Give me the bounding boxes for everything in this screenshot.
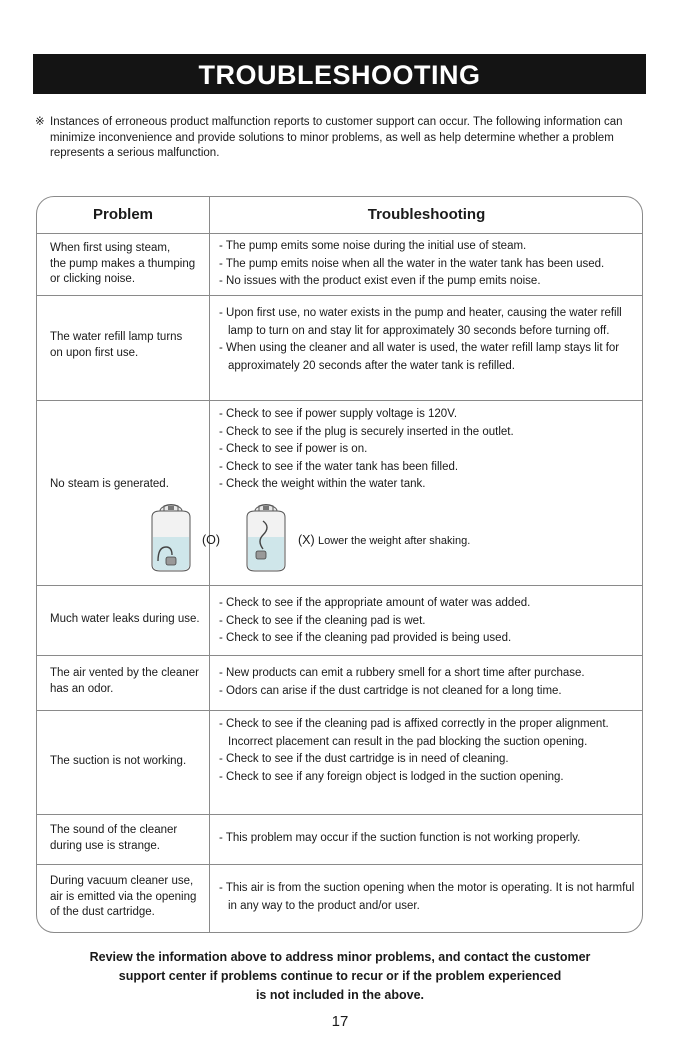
header-troubleshooting: Troubleshooting (367, 206, 486, 223)
footer-note: Review the information above to address minor problems, and contact the customer support center if problems continue to recur or if the problem experienced is not included in the above. (89, 950, 591, 1002)
table-row (37, 585, 642, 656)
solution-item: - Check the weight within the water tank. (219, 478, 426, 490)
solution-item: - The pump emits noise when all the water in the water tank has been used. (219, 257, 605, 270)
solution-cell (219, 305, 635, 375)
solution-cell (219, 830, 635, 848)
solution-item: - Upon first use, no water exists in the pump and heater, causing the water refill lamp to turn on and stay lit for approximately 30 seconds before turning off. (219, 307, 622, 337)
problem-cell: The water refill lamp turns on upon first use. (50, 331, 183, 359)
header-problem: Problem (92, 206, 153, 223)
solution-cell (219, 406, 635, 494)
intro-note (35, 115, 647, 162)
solution-item: - Check to see if the dust cartridge is in need of cleaning. (219, 753, 509, 765)
solution-cell (219, 665, 635, 700)
solution-item: - Check to see if the appropriate amount of water was added. (219, 597, 531, 609)
solution-item: - Check to see if the plug is securely inserted in the outlet. (219, 425, 514, 438)
problem-cell: No steam is generated. (50, 478, 169, 490)
table-header (37, 197, 642, 233)
solution-item: - Check to see if the cleaning pad is wet. (219, 614, 426, 627)
solution-item: - The pump emits some noise during the initial use of steam. (219, 240, 527, 252)
solution-item: - No issues with the product exist even if the pump emits noise. (219, 275, 541, 287)
figure-caption: Lower the weight after shaking. (318, 535, 471, 547)
solution-item: - Check to see if power is on. (219, 443, 368, 455)
table-row (37, 655, 642, 711)
problem-cell: The air vented by the cleaner has an odor. (50, 667, 199, 695)
water-tank-figure (146, 503, 471, 573)
solution-item: - Check to see if power supply voltage is 120V. (219, 408, 458, 420)
problem-cell: During vacuum cleaner use, air is emitted via the opening of the dust cartridge. (50, 875, 197, 918)
problem-cell: The suction is not working. (50, 755, 187, 767)
table-row (37, 400, 642, 586)
solution-item: - This air is from the suction opening when the motor is operating. It is not harmful in any way to the product and/or user. (219, 882, 635, 912)
intro-text: Instances of erroneous product malfunction reports to customer support can occur. The following information can minimize inconvenience and provide solutions to minor problems, as well as help determine whether a problem represents a serious malfunction. (50, 116, 623, 159)
solution-cell (219, 238, 635, 291)
table-row (37, 814, 642, 865)
figure-label-incorrect: (X) (298, 533, 315, 547)
solution-cell (219, 595, 635, 648)
page-number: 17 (331, 1013, 349, 1030)
problem-cell: The sound of the cleaner during use is strange. (50, 824, 178, 852)
solution-item: - Odors can arise if the dust cartridge is not cleaned for a long time. (219, 684, 562, 697)
table-row (37, 295, 642, 401)
solution-item: - Check to see if the cleaning pad provided is being used. (219, 632, 512, 644)
solution-item: - Check to see if any foreign object is lodged in the suction opening. (219, 770, 564, 783)
page-title: TROUBLESHOOTING (33, 54, 646, 94)
solution-cell (219, 716, 635, 786)
solution-item: - Check to see if the water tank has been filled. (219, 460, 459, 473)
table-row (37, 864, 642, 933)
troubleshooting-table (36, 196, 643, 933)
table-row (37, 710, 642, 815)
figure-label-correct: (O) (202, 533, 221, 547)
table-row (37, 233, 642, 296)
problem-cell: Much water leaks during use. (50, 613, 200, 625)
water-tank-incorrect-illustration (241, 503, 291, 573)
water-tank-correct-illustration (146, 503, 196, 573)
solution-cell (219, 880, 635, 915)
solution-item: - Check to see if the cleaning pad is affixed correctly in the proper alignment. Incorrect placement can result in the pad blocking the suction opening. (219, 718, 609, 748)
solution-item: - This problem may occur if the suction function is not working properly. (219, 832, 581, 844)
solution-item: - When using the cleaner and all water is used, the water refill lamp stays lit for approximately 20 seconds after the water tank is refilled. (219, 342, 620, 372)
problem-cell: When first using steam, the pump makes a thumping or clicking noise. (50, 242, 196, 285)
note-mark: ※ (35, 116, 45, 128)
solution-item: - New products can emit a rubbery smell for a short time after purchase. (219, 667, 585, 679)
